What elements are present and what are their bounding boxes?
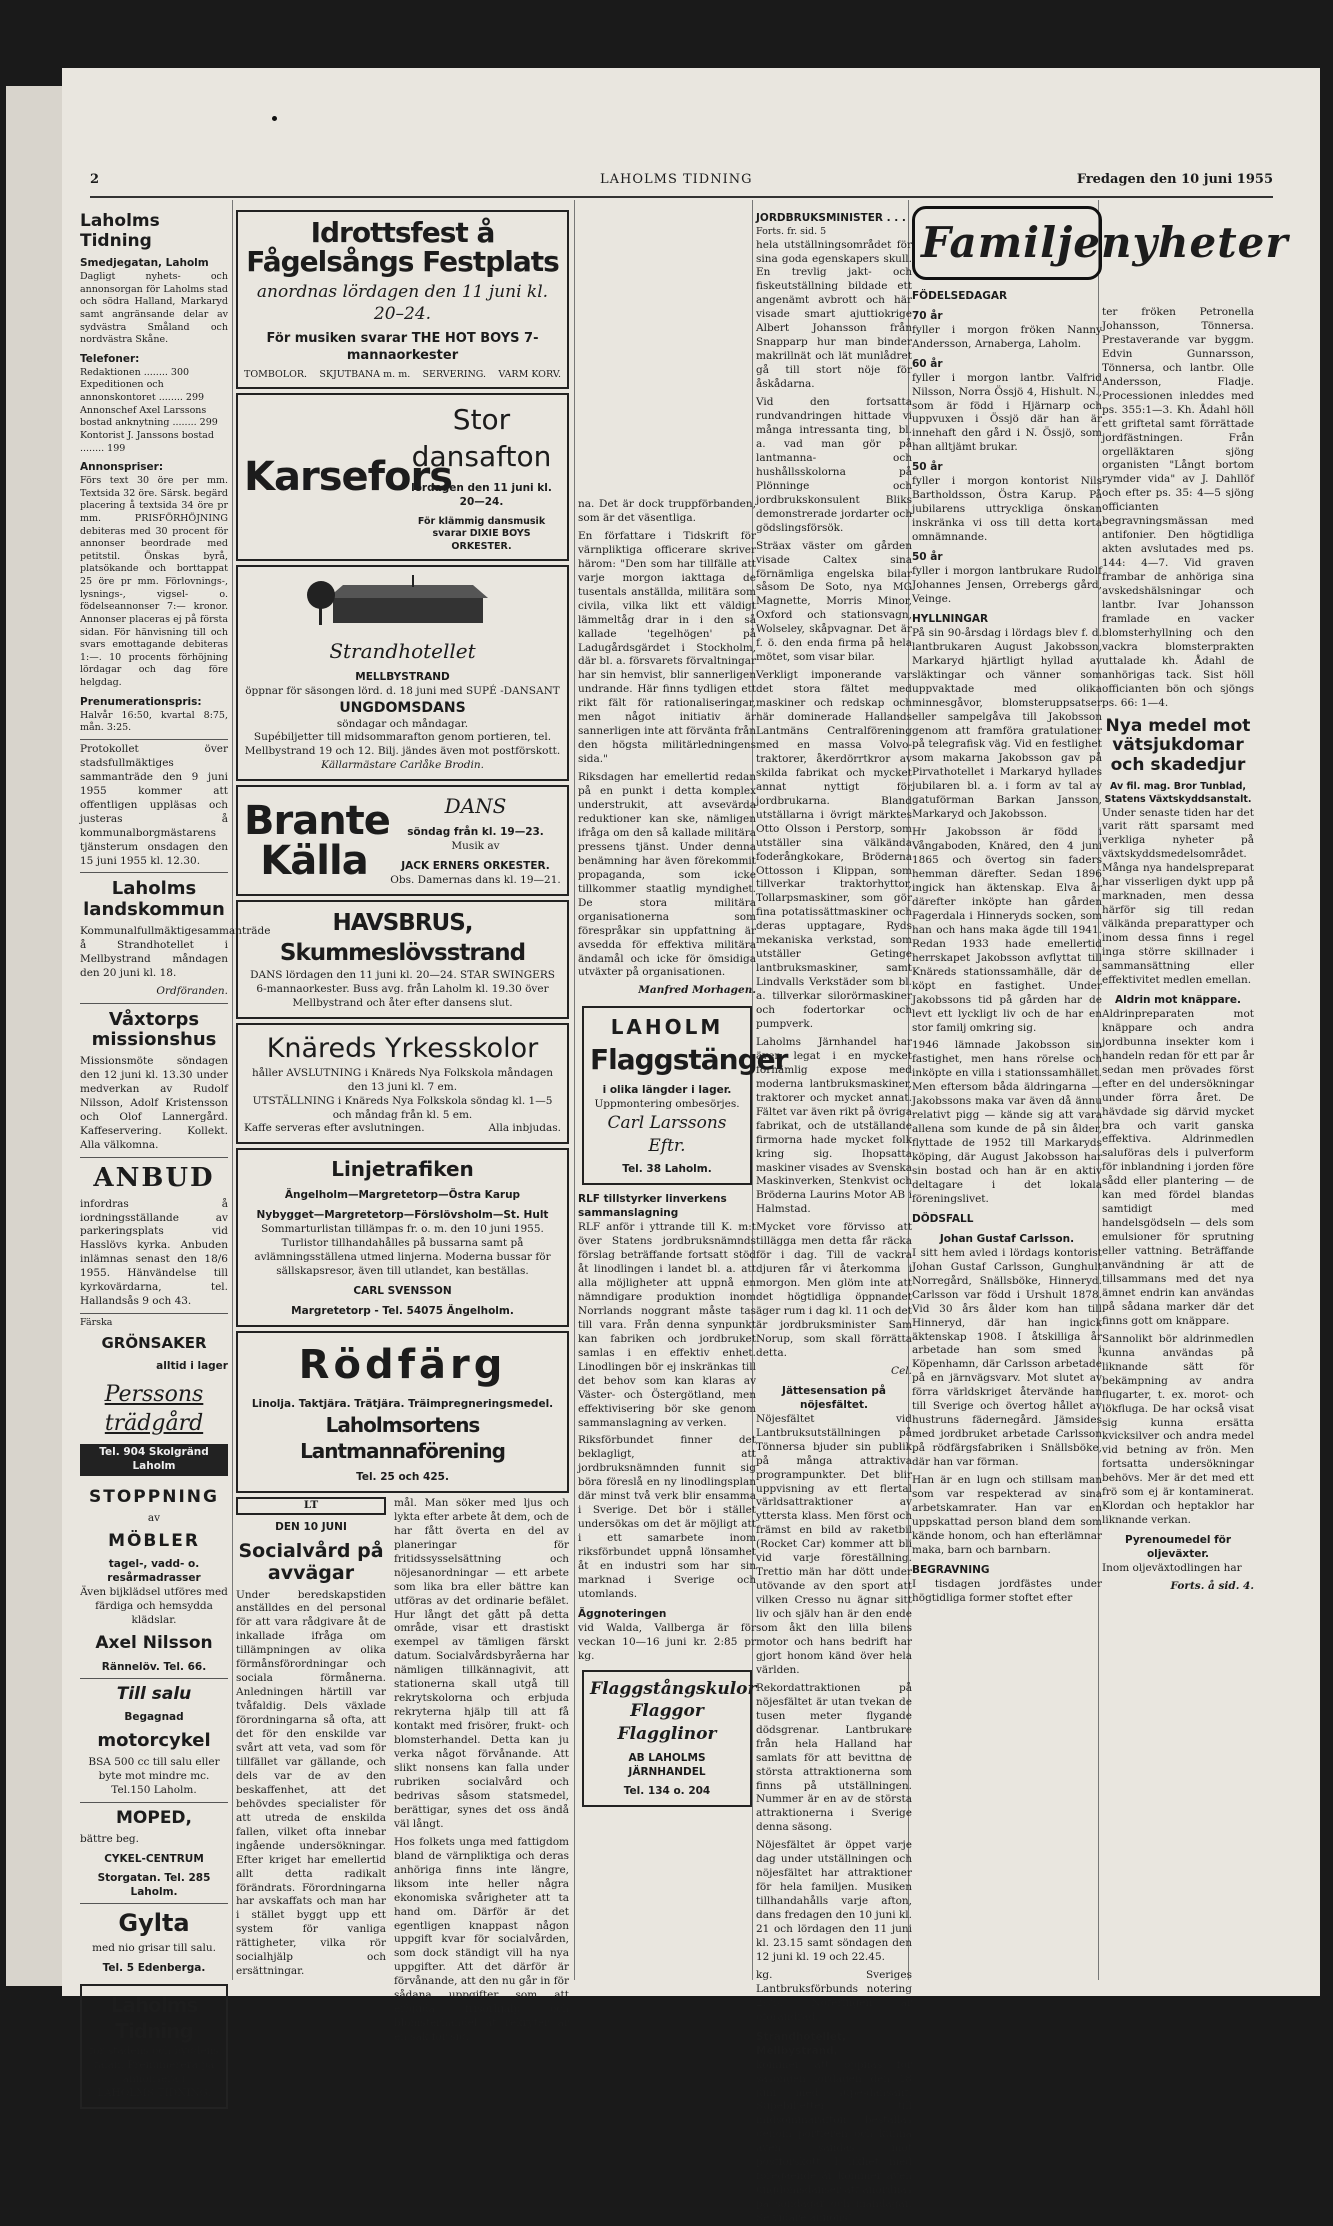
knared-ad xyxy=(236,1023,569,1145)
landskommun-sign: Ordföranden. xyxy=(156,984,228,997)
sensation-title: Jättesensation på nöjesfältet. xyxy=(782,1384,886,1411)
landskommun-text: Kommunalfullmäktigesammanträde å Strandhotellet i Mellbystrand måndagen den 20 juni kl. 18. xyxy=(80,924,271,979)
dans-title: DANS xyxy=(444,794,507,819)
funeral-title: BEGRAVNING xyxy=(912,1563,990,1576)
knared-exhibit: UTSTÄLLNING i Knäreds Nya Folkskola söndag kl. 1—5 och måndag från kl. 5 em. xyxy=(252,1094,553,1121)
paint-firm: Laholmsortens Lantmannaförening xyxy=(300,1412,505,1464)
strand-bus: Supébiljetter till midsommarafton genom portieren, tel. Mellbystrand 19 och 12. Bilj. jändes även mot postförskott. xyxy=(244,731,561,758)
military-text-2: Riksdagen har emellertid redan på en punkt i detta komplex understrukit, att avsevärda reduktioner kan ske, nämligen ifråga om den så kallade militära pressens tjänst. Under denna benämning har även förekommit propaganda, som icke tillkommer staatlig myndighet. De stora militära organisationerna som förespråkar sin uppfattning är avsedda för effektiva militära ändamål och icke för ömsidiga utväxter på organisationen. xyxy=(578,771,756,979)
karsefors-date: lördagen den 11 juni kl. 20—24. xyxy=(411,481,552,508)
brante-title: Brante Källa xyxy=(244,797,390,884)
greens-logo: Perssons trädgård xyxy=(104,1381,204,1436)
festival-title: Idrottsfest å Fågelsångs Festplats xyxy=(246,216,559,279)
subscription-text: Halvår 16:50, kvartal 8:75, mån. 3:25. xyxy=(80,709,228,734)
aldrin-text-2: Sannolikt bör aldrinmedlen kunna användas på liknande sätt för bekämpning av andra flugarter, t. ex. morot- och lökfluga. De har också visat sig kunna ersätta kvicksilver och andra medel vid betning av frön. Men fortsatta undersökningar behövs. Mer är det med ett frö som ej är kontaminerat. Klordan och heptaklor har liknande verkan. xyxy=(1102,1332,1254,1527)
social-title: Socialvård på avvägar xyxy=(238,1539,384,1584)
social-text-2: mål. Man söker med ljus och lykta efter arbete åt dem, och de har fått överta en del av planeringar för fritidssysselsättning och nöjesanordningar — ett arbete som lika bra eller bättre kan utföras av det ordinarie befälet. Hur långt det gått på detta område, visar ett drastiskt exempel av tämligen färskt datum. Socialvårdsbyråerna har nämligen tillkännagivit, att stationerna skall utgå till rekrytskolorna och erbjuda rekryterna hjälp till att få kontakt med frisörer, frukt- och blomsterhandel. Detta kan ju verka något förvånande. Att slikt nonsens kan falla under rubriken socialvård och bedrivas såsom statsmedel, berättigar, synes det oss ändå väl långt. xyxy=(394,1496,569,1830)
forsale-pre: Begagnad xyxy=(124,1711,184,1724)
rlf-text-2: Riksförbundet finner det beklagligt, att jordbruksnämnden funnit sig böra föreslå en ny linodlingsplan där minst två verk blir ensamma i Sverige. Det bör i stället undersökas om det är möjligt att i ett samarbete inom riksförbundet uppnå lönsamhet åt en industri som har sin marknad i Sverige och utomlands. xyxy=(578,1434,756,1600)
flagpole-tel: Tel. 38 Laholm. xyxy=(622,1163,712,1176)
greens-pre: Färska xyxy=(80,1317,113,1329)
egg-text: vid Walda, Vallberga är för veckan 10—16 juni kr. 2:85 pr kg. xyxy=(578,1621,756,1662)
lt-date: DEN 10 JUNI xyxy=(275,1520,347,1533)
bus-route-ad xyxy=(236,1148,569,1326)
knared-title: Knäreds Yrkesskolor xyxy=(266,1032,539,1064)
laholm-title: LAHOLM xyxy=(610,1015,724,1040)
flagpole-sub: i olika längder i lager. xyxy=(602,1084,732,1097)
military-sign: Manfred Morhagen. xyxy=(638,984,756,997)
flagpole-text: Uppmontering ombesörjes. xyxy=(594,1098,740,1111)
funeral-continued: ter fröken Petronella Johansson, Tönnersa. Prestaverande var byggm. Edvin Gunnarsson, Tönnersa, och lantbr. Olle Andersson, Fladje. Processionen inleddes med ps. 355:1—3. Kh. Ådahl höll ett griftetal samt förrättade jordfästningen. Från orgelläktaren sjöng organisten "Långt bortom rymder vida" av J. Dahllöf och efter ps. 35: 4—5 sjöng officianten begravningsmässan med antifonier. Den högtidliga akten avslutades med ps. 144: 4—7. Vid graven frambar de anhöriga sina avskedshälsningar och lantbr. Ivar Johansson framlade en vacker blomsterhyllning och den vackra blomsterprakten uttalade kh. Ådahl de anhörigas tack. Sist höll officianten bön och sjöngs ps. 66: 1—4. xyxy=(1102,306,1254,709)
festival-item: TOMBOLOR. xyxy=(244,368,308,380)
flags-title: Flaggor xyxy=(630,1701,704,1722)
pest-text: Under senaste tiden har det varit rätt sparsamt med verkliga nyheter på växtskyddsmedelsområdet. Många nya handelspreparat har visserligen dykt upp på marknaden, men dessa härför sig till redan välkända preparattyper och inom dessa finns i regel inga större skillnader i sammansättning eller effektivitet medlen emellan. xyxy=(1102,806,1254,986)
minister-title: JORDBRUKSMINISTER . . . xyxy=(756,212,906,224)
karsefors-music: För klämmig dansmusik svarar DIXIE BOYS ORKESTER. xyxy=(417,515,546,552)
strand-youth-sub: söndagar och måndagar. xyxy=(336,717,469,730)
column-4 xyxy=(756,206,912,2225)
bus-sign: CARL SVENSSON xyxy=(353,1284,452,1297)
header-rule xyxy=(90,196,1273,198)
sow-tel: Tel. 5 Edenberga. xyxy=(102,1961,206,1974)
lt-logo: LT xyxy=(236,1497,386,1515)
havsbrus-text: DANS lördagen den 11 juni kl. 20—24. STAR SWINGERS 6-mannaorkester. Buss avg. från Laholm kl. 19.30 över Mellbystrand och åter efter dansens slut. xyxy=(250,968,555,1009)
minister-text-6: Mycket vore förvisso att tillägga men detta får räcka för i dag. Till de vackra djuren får vi återkomma i morgon. Men glöm inte att det högtidliga öppnandet äger rum i dag kl. 11 och det är jordbruksminister Sam Norup, som skall förrätta detta. xyxy=(756,1221,912,1359)
minister-text-1: hela utställningsområdet för sina goda egenskapers skull. En trevlig jakt- och fiskeutställning bildade ett angenämt avbrott och här visade smart ajuttiokrige Albert Johansson från Snapparp hur man binder makrillnät och lät munlådret gå till stort nöje för åskådarna. xyxy=(756,238,912,391)
bday-60-text: fyller i morgon lantbr. Valfrid Nilsson, Norra Össjö 4, Hishult. N., som är född i Hjärnarp och uppvuxen i Össjö där han är innehaft den gård i N. Össjö, som han alltjämt brukar. xyxy=(912,371,1102,454)
military-text-1: En författare i Tidskrift för värnpliktiga officerare skriver härom: "Den som har tillfälle att varje morgon iakttaga de tusentals anställda, militära som civila, vilka likt ett väldigt lämmeltåg drar in i den så kallade 'tegelhögen' på Ladugårdsgärdet i Stockholm, där bl. a. försvarets förvaltningar har sin hemvist, blir sannerligen undrande. Här finns tydligen ett rikt fält för rationaliseringar, men något initiativ är sannerligen inte att förvänta från den högsta militärledningens sida." xyxy=(578,529,757,766)
flagballs-ad xyxy=(582,1670,757,1808)
bday-50b: 50 år xyxy=(912,551,943,564)
dans-music: Musik av xyxy=(451,839,500,852)
egg-price-text: kg. Sveriges Lantbruksförbunds notering 2:75. Noteringen är oförändrad. xyxy=(756,1968,912,2023)
masthead-title: Laholms Tidning xyxy=(80,211,160,251)
minister-sign: Cel. xyxy=(891,1364,912,1377)
festival-item: VARM KORV. xyxy=(498,368,561,380)
strand-youth: UNGDOMSDANS xyxy=(339,699,466,716)
paper-name: LAHOLMS TIDNING xyxy=(600,172,753,187)
deaths-title: DÖDSFALL xyxy=(912,1212,974,1225)
brante-ad xyxy=(236,785,569,895)
bus-text: Sommarturlistan tillämpas fr. o. m. den 10 juni 1955. Turlistor tillhandahålles på bussarna samt på avlämningsställena utmed linjerna. Moderna bussar för sällskapsresor, även till utlandet, kan beställas. xyxy=(254,1222,551,1277)
forsale-item: motorcykel xyxy=(97,1730,211,1752)
lt-promo-title: Laholms Tidning xyxy=(110,1992,198,2044)
sow-text: med nio grisar till salu. xyxy=(92,1941,216,1954)
flagballs-tel: Tel. 134 o. 204 xyxy=(623,1785,711,1798)
havsbrus-ad xyxy=(236,900,569,1019)
death-text-1: I sitt hem avled i lördags kontorist Johan Gustaf Carlsson, Gunghult Norregård, Snällsböke, Hinneryd. Carlsson var född i Urshult 1878. Vid 30 års ålder kom han till Hinneryd, där han ingick äktenskap 1908. I åtskilliga år arbetade han som smed i Köpenhamn, där Carlsson arbetade på en järnvägsvarv. Mot slutet av förra världskriget återvände han till Sverige och övertog hållet av hustruns fädernegård. Jämsides med jordbruket arbetade Carlsson på rödfärgsfabriken i Snällsböke, där han var förman. xyxy=(912,1246,1102,1469)
bday-70: 70 år xyxy=(912,309,943,322)
bday-60: 60 år xyxy=(912,357,943,370)
rlf-text: RLF anför i yttrande till K. m:t över Statens jordbruksnämnds förslag beträffande fortsatt stöd åt linodlingen i landet bl. a. att alla möjligheter att uppnå en nämndigare produktion inom Norrlands noggrant måste tas till vara. Från denna synpunkt kan fabriken och jordbruket samlas i en effektiv enhet. Linodlingen bör ej inskränkas till det behov som kan klaras av Väster- och Östergötland, men effektivisering bör ske genom sammanslagning av verken. xyxy=(578,1221,756,1429)
sensation-text-1: Nöjesfältet vid Lantbruksutställningen på Tönnersa bjuder sin publik på många attraktiva programpunkter. Det blir uppvisning av ett flertal världsattraktioner av yttersta klass. Men först och främst en bild av raketbil (Rocket Car) kommer att bli vid varje föreställning. Trettio män har dött under utövande av den sport att vilken Cresso nu ägnar sitt liv och själv han är den ende som åkt den lilla bilens motor och hans bedrift har gjort honom känd över hela världen. xyxy=(756,1412,912,1676)
military-head: na. Det är dock truppförbanden, som är det väsentliga. xyxy=(578,498,756,524)
dans-band: JACK ERNERS ORKESTER. xyxy=(401,859,550,872)
flagballs-title: Flaggstångskulor xyxy=(590,1678,757,1699)
minister-text-4: Verkligt imponerande var det stora fältet med maskiner och redskap och här dominerade Hallands Lantmäns Centralförening med en massa Volvo-traktorer, åkerdörrtkror av skilda fabrikat och mycket annat nyttigt för jordbrukarna. Bland utställarna i övrigt märktes Otto Olsson i Perstorp, som utställer sina välkända foderångkokare, Bröderna Ottosson i Klippan, som tillverkar traktorhyttor, Tollarpsmaskiner, som gör fina potatissättmaskiner och deras upptagare, Ryds mekaniska verkstad, som utställer Getinge lantbruksmaskiner, samt Lindvalls Verkstäder som bl. a. tillverkar silorörmaskiner och fodertorkar och pumpverk. xyxy=(756,669,912,1030)
upholstery-addr: Rännelöv. Tel. 66. xyxy=(101,1660,207,1673)
minister-text-5: Laholms Järnhandel har även legat i en mycket förnämlig expose med moderna lantbruksmaskiner, traktorer och mycket annat. Fältet var även rikt på övriga fabrikat, och de utställande firmorna hade mycket folk kring sig. Ihopsatta maskiner visades av Svenska Maskinverken, Stenkvist och Bröderna Laurins Motor AB i Halmstad. xyxy=(756,1035,912,1216)
lt-promo-end: LAHOLMS TIDNING. xyxy=(96,2086,212,2099)
column-rule xyxy=(232,200,233,1980)
page-header xyxy=(90,172,1273,192)
masthead-blurb: Dagligt nyhets- och annonsorgan för Laholms stad och södra Halland, Markaryd samt angränsande delar av sydvästra Småland och nordvästra Skåne. xyxy=(80,271,228,346)
paint-title: Rödfärg xyxy=(298,1341,507,1388)
pest-byline: Av fil. mag. Bror Tunblad, Statens Växtskyddsanstalt. xyxy=(1104,781,1252,805)
upholstery-name: Axel Nilsson xyxy=(95,1633,213,1654)
bus-route-1: Ängelholm—Margretetorp—Östra Karup xyxy=(284,1189,521,1201)
moped-sub: bättre beg. xyxy=(80,1832,139,1845)
family-news-title: Familjenyheter xyxy=(912,206,1102,280)
anbud-text: infordras å iordningsställande av parkeringsplats vid Hasslövs kyrka. Anbuden inlämnas senast den 18/6 1955. Hänvändelse till kyrkovärdarna, tel. Hallandsås 9 och 43. xyxy=(80,1197,228,1308)
ink-dot xyxy=(272,116,277,121)
forsale-text: BSA 500 cc till salu eller byte mot mindre mc. Tel.150 Laholm. xyxy=(88,1756,220,1797)
greens-sub: alltid i lager xyxy=(156,1359,228,1372)
aldrin-title: Aldrin mot knäppare. xyxy=(1115,993,1241,1006)
death-name: Johan Gustaf Carlsson. xyxy=(939,1232,1075,1245)
mission-text: Missionsmöte söndagen den 12 juni kl. 13.30 under medverkan av Rudolf Nilsson, Adolf Kristensson och Olof Lannergård. Kaffeservering. Kollekt. Alla välkomna. xyxy=(80,1055,228,1151)
upholstery-sub: tagel-, vadd- o. resårmadrasser xyxy=(107,1558,201,1585)
strand-text: öppnar för säsongen lörd. d. 18 juni med SUPÉ -DANSANT xyxy=(245,684,560,697)
pest-title: Nya medel mot vätsjukdomar och skadedjur xyxy=(1105,715,1251,775)
upholstery-text: Även bijklädsel utföres med färdiga och hemsydda klädslar. xyxy=(80,1586,228,1627)
bus-title: Linjetrafiken xyxy=(331,1157,474,1182)
pyrenou-text: Inom oljeväxtodlingen har xyxy=(1102,1562,1242,1575)
protocol-notice: Protokollet över stadsfullmäktiges sammanträde den 9 juni 1955 kommer att offentligen uppläsas och justeras å kommunalborgmästarens tjänsterum onsdagen den 15 juni 1955 kl. 12.30. xyxy=(80,742,228,867)
phone-line: Kontorist J. Janssons bostad ........ 199 xyxy=(80,429,214,454)
paint-sub: Linolja. Taktjära. Trätjära. Träimpregneringsmedel. xyxy=(251,1397,554,1410)
bus-addr: Margretetorp - Tel. 54075 Ängelholm. xyxy=(291,1304,514,1317)
bday-70-text: fyller i morgon fröken Nanny Andersson, Arnaberga, Laholm. xyxy=(912,323,1102,350)
knared-coffee: Kaffe serveras efter avslutningen. xyxy=(244,1122,425,1135)
flagpole-ad xyxy=(582,1006,788,1185)
tributes-text-3: 1946 lämnade Jakobsson sin fastighet, men hans rörelse och inköpte en villa i stationssamhället. Men eftersom båda äldringarna — Jakobssons maka var även då ännu relativt pigg — kände sig att vara allena som kunde de på sin ålder, flyttade de 1952 till Markaryds köping, där August Jakobsson har sin bostad och han är en aktiv deltagare i det lokala föreningslivet. xyxy=(912,1039,1102,1205)
upholstery-furniture: MÖBLER xyxy=(108,1530,200,1551)
masthead-address: Smedjegatan, Laholm xyxy=(80,257,209,270)
knared-invite: Alla inbjudas. xyxy=(488,1122,561,1135)
karsefors-big: Stor dansafton xyxy=(411,403,552,474)
column-1 xyxy=(80,206,271,2099)
upholstery-title: STOPPNING xyxy=(89,1487,219,1508)
ad-prices-heading: Annonspriser: xyxy=(80,461,164,474)
dans-date: söndag från kl. 19—23. xyxy=(407,825,544,838)
minister-text-3: Sträax väster om gården visade Caltex sina förnämliga engelska bilar såsom De Soto, nya MG Magnette, Morris Minor, Oxford och stationsvagn, Wolseley, skåpvagnar. Det är f. ö. den enda firma på hela mötet, som visar bilar. xyxy=(756,539,912,664)
egg-title: Äggnoteringen xyxy=(578,1607,667,1620)
tributes-text-1: På sin 90-årsdag i lördags blev f. d. lantbrukaren August Jakobsson, Markaryd hjärtligt hyllad av släktingar och vänner som uppvaktade med olika minnesgåvor, blomsteruppsatser eller sampelgåva till Jakobsson genom att framföra gratulationer på telegrafisk väg. Vid en festlighet som makarna Jakobsson gav på Pirvathotellet i Markaryd hyllades jubilaren bl. a. i form av tal av gatuförman Barkan Jansson, Markaryd och Jakobsson. xyxy=(912,626,1102,821)
hotel-illustration-icon xyxy=(303,573,503,633)
page-number: 2 xyxy=(90,172,100,187)
lt-promo-text: för stadens och bygdens talan. Prenumerera på annonsera i xyxy=(89,2045,219,2085)
greens-title: GRÖNSAKER xyxy=(101,1333,207,1352)
paint-tel: Tel. 25 och 425. xyxy=(356,1470,449,1483)
column-3 xyxy=(578,498,788,1978)
dans-note: Obs. Damernas dans kl. 19—21. xyxy=(390,873,561,886)
minister-text-2: Vid den fortsatta rundvandringen hittade vi många intressanta ting, bl. a. vad man gör på lantmanna- och hushållsskolorna på Plönninge och jordbrukskonsulent Bliks demonstrerade jordarter och gödslingsförsök. xyxy=(756,396,912,534)
festival-ad xyxy=(236,210,569,389)
strand-title: Strandhotellet xyxy=(329,639,476,664)
havsbrus-title: HAVSBRUS, Skummeslövsstrand xyxy=(279,909,526,967)
minister-cont: Forts. fr. sid. 5 xyxy=(756,225,827,237)
tributes-text-2: Hr Jakobsson är född i Vångaboden, Knäred, den 4 juni 1865 och övertog sin faders hemman därefter. Sedan 1896 ingick han äktenskap. Elva år därefter inköpte han gården Fagerdala i Hinneryds socken, som han och hans maka ägde till 1941. Redan 1933 hade emellertid herrskapet Jakobsson avflyttat till Knäreds stationssamhälle, där de köpt en fastighet. Under Jakobssons tid på gården har de levt ett lyckligt liv och de har en stor familj omkring sig. xyxy=(912,826,1102,1034)
column-rule xyxy=(574,200,575,1980)
festival-music: För musiken svarar THE HOT BOYS 7-mannaorkester xyxy=(266,331,539,364)
greens-tel: Tel. 904 Skolgränd Laholm xyxy=(80,1444,228,1476)
strand-sign: Källarmästare Carlåke Brodin. xyxy=(321,759,484,772)
bday-50b-text: fyller i morgon lantbrukare Rudolf Johannes Jensen, Orrebergs gård, Veinge. xyxy=(912,565,1102,605)
flagpole-firm: Carl Larssons Eftr. xyxy=(607,1113,727,1156)
festival-item: SKJUTBANA m. m. xyxy=(319,368,411,380)
issue-date: Fredagen den 10 juni 1955 xyxy=(1076,172,1273,187)
sensation-text-3: Nöjesfältet är öppet varje dag under utställningen och nöjesfältet har attraktioner för hela familjen. Musiken tillhandahålls varje afton, dans fredagen den 10 juni kl. 21 och lördagen den 11 juni kl. 23.15 samt söndagen den 12 juni kl. 19 och 22.45. xyxy=(756,1839,912,1963)
forsale-title: Till salu xyxy=(116,1683,192,1704)
anbud-title: ANBUD xyxy=(93,1162,215,1193)
strand-place: MELLBYSTRAND xyxy=(355,670,450,683)
aldrin-text-1: Aldrinpreparaten mot knäppare och andra jordbunna insekter kom i handeln redan för ett par år sedan men prövades först efter en del undersökningar under förra året. De hävdade sig därvid mycket bra och varit ganska effektiva. Aldrinmedlen saluföras dels i pulverform för inblandning i jorden före sådd eller plantering — de kan med fördel blandas samtidigt med handelsgödseln — dels som emulsioner för sprutning eller vattning. Beträffande användning är att de tillsammans med det nya ämnet endrin kan användas på sådana marker där det finns gott om knäppare. xyxy=(1102,1007,1254,1327)
funeral-text: I tisdagen jordfästes under högtidliga former stoftet efter xyxy=(912,1577,1102,1604)
pyrenou-title: Pyrenoumedel för oljeväxter. xyxy=(1124,1534,1232,1561)
social-text-1: Under beredskapstiden anställdes en del personal för att vara rådgivare åt de inkallade ifråga om tillämpningen av olika förmånsförordningar och sociala förmånerna. Anledningen härtill var tvåfaldig. Dels växlade förordningarna så ofta, att det för den enskilde var svårt att veta, vad som för tillfället var gällande, och dels var de av den beskaffenhet, att det behövdes specialister för att utreda de enskilda fallen, vilket ofta innebar ingående undersökningar. Efter kriget har emellertid allt detta radikalt förändrats. Förordningarna har avskaffats och man har i stället byggt upp ett system för vanliga rättigheter, vilka rör socialhjälp och ersättningar. xyxy=(236,1588,386,1978)
phone-line: Redaktionen ........ 300 xyxy=(80,366,190,378)
festival-item: SERVERING. xyxy=(422,368,487,380)
moped-addr: Storgatan. Tel. 285 Laholm. xyxy=(97,1872,211,1899)
bday-50a-text: fyller i morgon kontorist Nils Bartholdsson, Östra Karup. På jubilarens uttryckliga önskan inskränka vi oss till detta korta omnämnande. xyxy=(912,475,1102,544)
subscription-heading: Prenumerationspris: xyxy=(80,695,202,708)
column-6 xyxy=(1102,306,1254,1926)
phone-line: Annonschef Axel Larssons bostad anknytning ........ 299 xyxy=(80,404,218,429)
rlf-title: RLF tillstyrker linverkens sammanslagning xyxy=(578,1193,727,1220)
paint-ad xyxy=(236,1331,569,1493)
background-page-edge xyxy=(6,86,70,1986)
pyrenou-cont: Forts. å sid. 4. xyxy=(1170,1580,1254,1592)
phone-heading: Telefoner: xyxy=(80,352,140,365)
death-text-2: Han är en lugn och stillsam man som var respekterad av sina arbetskamrater. Han var en uppskattad person bland dem som kände honom, och han efterlämnar maka, barn och barnbarn. xyxy=(912,1474,1102,1556)
phone-line: Expeditionen och annonskontoret ........ 299 xyxy=(80,379,205,403)
moped-shop: CYKEL-CENTRUM xyxy=(104,1852,204,1865)
flaglines-title: Flagglinor xyxy=(617,1723,717,1744)
hotel-news-text: kommer att öppnas för säsongen lördagen den 18 juni med supé-dansant. Supébiljetter till midsommarafton bestallas genom portieren och kunna även sändas mot postförskott. I likhet med föregående år kommer även ungdomsdanser att anordnas på söndagar och måndagar. Se vidare annons! xyxy=(756,2058,912,2225)
mission-title: Våxtorps missionshus xyxy=(91,1008,217,1051)
social-text-3: Hos folkets unga med fattigdom bland de värnpliktiga och deras anhöriga finns inte längre, liksom inte heller några ekonomiska svårigheter att ta hand om. Därför är det egentligen knappast någon uppgift kvar för socialvården, som dock ständigt vill ha nya uppgifter. Att det därför är förvånande, att den nu går in för sådana uppgifter som att erbjuda frisörhjälp och blomsterhandel åt rekryter är en sak för sig. xyxy=(394,1835,569,2044)
festival-sub: anordnas lördagen den 11 juni kl. 20–24. xyxy=(256,281,549,325)
tributes-title: HYLLNINGAR xyxy=(912,612,989,625)
hotel-news-title: Strandhotellet, Mellbystrand, xyxy=(756,2030,846,2057)
bus-route-2: Nybygget—Margretetorp—Förslövsholm—St. Hult xyxy=(256,1208,549,1221)
knared-text: håller AVSLUTNING i Knäreds Nya Folkskola måndagen den 13 juni kl. 7 em. xyxy=(251,1066,554,1093)
upholstery-av: av xyxy=(147,1511,161,1524)
sensation-text-2: Rekordattraktionen på nöjesfältet är utan tvekan de tusen meter flygande dödsgrenar. Lantbrukare från hela Halland har samlats för att bevittna de största attraktionerna som finns på utställningen. Nummer är en av de största attraktionerna i Sverige denna säsong. xyxy=(756,1681,912,1834)
birthdays-title: FÖDELSEDAGAR xyxy=(912,289,1008,302)
moped-title: MOPED, xyxy=(115,1807,192,1828)
sow-title: Gylta xyxy=(118,1909,190,1938)
flagballs-firm: AB LAHOLMS JÄRNHANDEL xyxy=(628,1751,706,1778)
landskommun-title: Laholms landskommun xyxy=(83,878,225,921)
karsefors-ad xyxy=(236,393,569,561)
column-2 xyxy=(236,206,569,2044)
karsefors-title: Karsefors xyxy=(244,454,453,501)
bday-50a: 50 år xyxy=(912,461,943,474)
flagpole-title: Flaggstänger xyxy=(590,1042,788,1076)
ad-prices-text: Förs text 30 öre per mm. Textsida 32 öre. Särsk. begärd placering å textsida 34 öre pr mm. PRISFÖRHÖJNING debiteras med 30 procent för annonser beordrade med petitstil. Önskas byrå, platsökande och borttappat 25 öre pr mm. Förlovnings-, lysnings-, vigsel- o. födelseannonser 7:— kronor. Annonser placeras ej på första sidan. För hänvisning till och svars emottagande debiteras 1:—. 10 procents förhöjning lördagar och dag före helgdag. xyxy=(80,475,228,689)
strandhotellet-ad xyxy=(236,565,569,781)
